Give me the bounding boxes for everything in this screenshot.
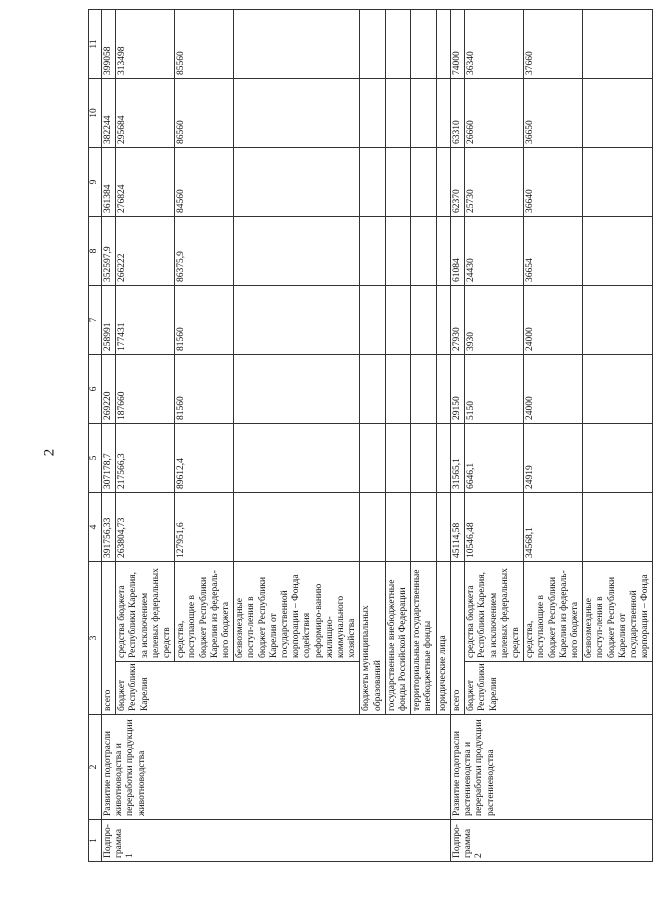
value-cell: 34568,1	[524, 493, 583, 562]
funding-source: всего	[450, 562, 464, 715]
value-cell	[436, 424, 450, 493]
value-cell: 86375,9	[175, 217, 234, 286]
value-cell	[360, 10, 385, 79]
value-cell	[385, 79, 410, 148]
funding-source: бюджеты муниципальных образований	[360, 562, 385, 715]
value-cell	[234, 493, 360, 562]
value-cell: 3930	[465, 286, 524, 355]
value-cell: 24919	[524, 424, 583, 493]
subprogram-id: Подпро- грамма 2	[450, 820, 652, 862]
budget-table	[88, 9, 653, 862]
funding-subsource: безвозмездные поступ-ления в бюджет Республики Карелия от государственной корпорации – Фонда	[583, 562, 653, 662]
value-cell: 352597,9	[102, 217, 116, 286]
value-cell: 37660	[524, 10, 583, 79]
value-cell	[583, 355, 653, 424]
value-cell	[360, 79, 385, 148]
value-cell	[583, 10, 653, 79]
value-cell: 84560	[175, 148, 234, 217]
header-cell: 2	[89, 715, 102, 820]
value-cell	[234, 79, 360, 148]
value-cell	[436, 286, 450, 355]
value-cell: 89612,4	[175, 424, 234, 493]
value-cell	[234, 148, 360, 217]
value-cell	[360, 217, 385, 286]
funding-source: бюджет Республики Карелия	[116, 662, 360, 715]
subprogram-name: Развитие подотрасли растениеводства и переработки продукции растениеводства	[450, 715, 652, 820]
funding-subsource: средства, поступающие в бюджет Республики Карелия из федераль-ного бюджета	[524, 562, 583, 662]
value-cell: 29150	[450, 355, 464, 424]
table-row	[450, 10, 464, 862]
funding-subsource: средства бюджета Республики Карелия, за исключением целевых федеральных средств	[116, 562, 175, 662]
value-cell: 45114,58	[450, 493, 464, 562]
value-cell: 24430	[465, 217, 524, 286]
value-cell: 62370	[450, 148, 464, 217]
value-cell: 313498	[116, 10, 175, 79]
header-row	[89, 10, 102, 862]
value-cell	[360, 148, 385, 217]
value-cell	[436, 10, 450, 79]
value-cell: 187660	[116, 355, 175, 424]
value-cell: 63310	[450, 79, 464, 148]
funding-subsource: средства, поступающие в бюджет Республики Карелия из федераль-ного бюджета	[175, 562, 234, 662]
value-cell: 391756,33	[102, 493, 116, 562]
value-cell: 269220	[102, 355, 116, 424]
header-cell: 9	[89, 148, 102, 217]
value-cell	[385, 493, 410, 562]
header-cell: 5	[89, 424, 102, 493]
value-cell: 36650	[524, 79, 583, 148]
value-cell	[583, 79, 653, 148]
value-cell	[583, 493, 653, 562]
value-cell	[385, 148, 410, 217]
value-cell	[411, 424, 436, 493]
value-cell: 86560	[175, 79, 234, 148]
value-cell	[583, 286, 653, 355]
value-cell: 399058	[102, 10, 116, 79]
value-cell: 74000	[450, 10, 464, 79]
value-cell	[411, 148, 436, 217]
value-cell	[583, 217, 653, 286]
header-cell: 10	[89, 79, 102, 148]
value-cell	[411, 217, 436, 286]
value-cell: 217566,3	[116, 424, 175, 493]
value-cell: 6646,1	[465, 424, 524, 493]
value-cell: 85560	[175, 10, 234, 79]
value-cell: 36654	[524, 217, 583, 286]
funding-source: государственные внебюджетные фонды Российской Федерации	[385, 562, 410, 715]
value-cell	[385, 286, 410, 355]
value-cell	[411, 10, 436, 79]
value-cell	[583, 424, 653, 493]
value-cell	[411, 493, 436, 562]
value-cell: 81560	[175, 355, 234, 424]
funding-subsource: безвозмездные поступ-ления в бюджет Республики Карелия от государственной корпорации – Фонда содействия реформиро-ванию жилищно-коммунального хозяйства	[234, 562, 360, 662]
rotated-page	[88, 10, 651, 862]
value-cell	[234, 286, 360, 355]
value-cell	[360, 424, 385, 493]
value-cell: 276824	[116, 148, 175, 217]
value-cell	[234, 355, 360, 424]
value-cell: 27930	[450, 286, 464, 355]
header-cell: 7	[89, 286, 102, 355]
funding-source: бюджет Республики Карелия	[465, 662, 653, 715]
value-cell: 81560	[175, 286, 234, 355]
value-cell: 127951,6	[175, 493, 234, 562]
value-cell	[360, 493, 385, 562]
value-cell	[234, 424, 360, 493]
header-cell: 8	[89, 217, 102, 286]
header-cell: 3	[89, 562, 102, 715]
funding-source: всего	[102, 562, 116, 715]
subprogram-id: Подпро- грамма 1	[102, 820, 451, 862]
value-cell	[411, 355, 436, 424]
value-cell	[385, 424, 410, 493]
value-cell: 177431	[116, 286, 175, 355]
value-cell: 361384	[102, 148, 116, 217]
value-cell: 258991	[102, 286, 116, 355]
value-cell: 266222	[116, 217, 175, 286]
value-cell	[385, 217, 410, 286]
value-cell: 307178,7	[102, 424, 116, 493]
value-cell: 24000	[524, 355, 583, 424]
value-cell	[411, 286, 436, 355]
value-cell: 26660	[465, 79, 524, 148]
table-row	[102, 10, 116, 862]
value-cell	[436, 355, 450, 424]
value-cell	[360, 355, 385, 424]
header-cell: 11	[89, 10, 102, 79]
value-cell	[436, 493, 450, 562]
value-cell: 31565,1	[450, 424, 464, 493]
value-cell	[436, 148, 450, 217]
header-cell: 4	[89, 493, 102, 562]
value-cell	[436, 79, 450, 148]
value-cell	[234, 217, 360, 286]
header-cell: 6	[89, 355, 102, 424]
value-cell	[583, 148, 653, 217]
value-cell	[360, 286, 385, 355]
value-cell: 24000	[524, 286, 583, 355]
funding-subsource: средства бюджета Республики Карелия, за исключением целевых федеральных средств	[465, 562, 524, 662]
value-cell	[385, 355, 410, 424]
value-cell: 295684	[116, 79, 175, 148]
value-cell: 263804,73	[116, 493, 175, 562]
value-cell	[436, 217, 450, 286]
value-cell: 5150	[465, 355, 524, 424]
value-cell: 36640	[524, 148, 583, 217]
value-cell	[411, 79, 436, 148]
value-cell: 61084	[450, 217, 464, 286]
header-cell: 1	[89, 820, 102, 862]
value-cell	[385, 10, 410, 79]
value-cell: 10546,48	[465, 493, 524, 562]
funding-source: юридические лица	[436, 562, 450, 715]
value-cell: 36340	[465, 10, 524, 79]
subprogram-name: Развитие подотрасли животноводства и переработки продукции животноводства	[102, 715, 451, 820]
value-cell: 25730	[465, 148, 524, 217]
page-number: 2	[41, 448, 58, 457]
value-cell	[234, 10, 360, 79]
funding-source: территориальные государственные внебюджетные фонды	[411, 562, 436, 715]
value-cell: 382244	[102, 79, 116, 148]
